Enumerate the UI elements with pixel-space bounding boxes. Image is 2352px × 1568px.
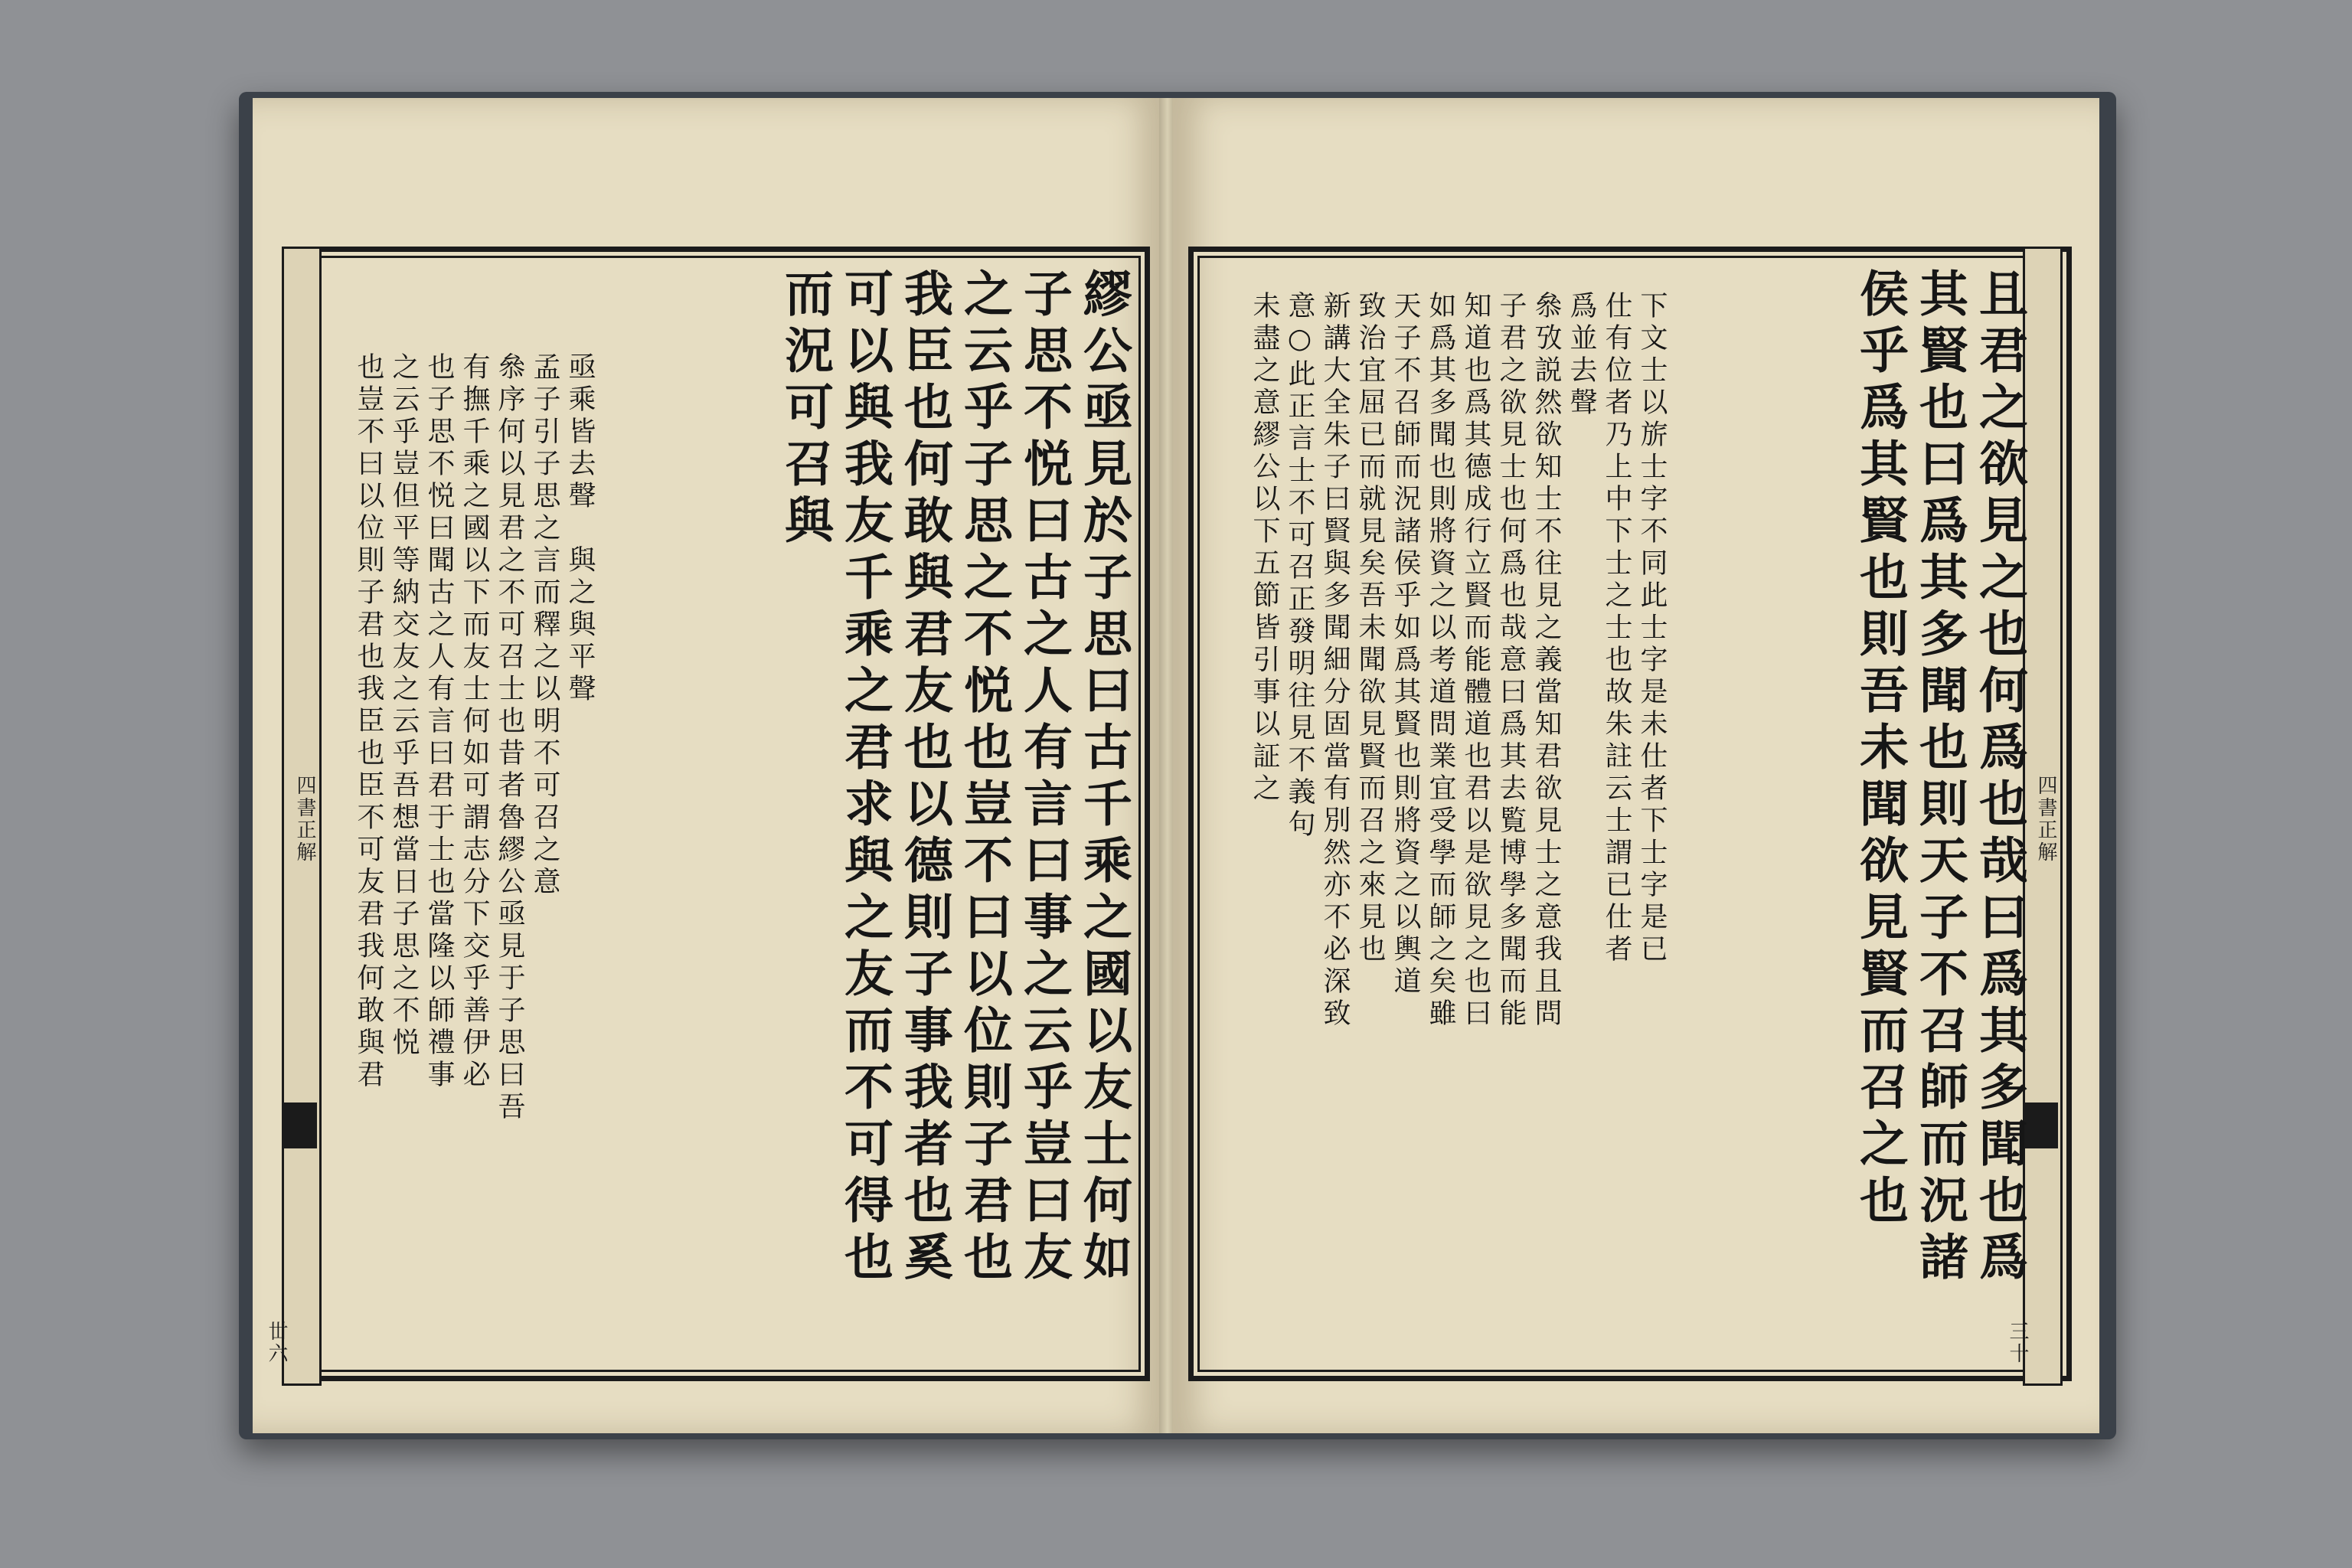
commentary-column: 子君之欲見士也何爲也哉意曰爲其去覧博學多聞而能 <box>1495 291 1527 1031</box>
commentary-column: 也子思不悦曰聞古之人有言曰君于士也當隆以師禮事 <box>423 352 455 1092</box>
right-commentary-text <box>1210 291 1669 1348</box>
commentary-column: 叅序何以見君之不可召士也昔者魯繆公亟見于子思曰吾 <box>494 352 525 1124</box>
commentary-column: 爲並去聲 <box>1566 291 1597 420</box>
main-text-column: 而況可召與 <box>776 268 834 551</box>
commentary-column: 意○此正言士不可召正發明往見不義句 <box>1284 291 1315 841</box>
right-main-text <box>1669 268 2029 1355</box>
commentary-column: 有撫千乘之國以下而友士何如可謂志分下交乎善伊必 <box>459 352 490 1092</box>
commentary-column: 亟乘皆去聲 與之與平聲 <box>564 352 596 706</box>
commentary-column: 仕有位者乃上中下士之士也故朱註云士謂已仕者 <box>1601 291 1632 966</box>
commentary-column: 新講大全朱子曰賢與多聞細分固當有別然亦不必深致 <box>1319 291 1351 1031</box>
main-text-column: 其賢也曰爲其多聞也則天子不召師而況諸 <box>1911 268 1968 1288</box>
commentary-column: 致治宜屈已而就見矣吾未聞欲見賢而召之來見也 <box>1354 291 1386 966</box>
main-text-column: 繆公亟見於子思曰古千乘之國以友士何如 <box>1075 268 1132 1288</box>
main-text-column: 可以與我友千乘之君求與之友而不可得也 <box>836 268 893 1288</box>
left-fish-tail-mark <box>282 1102 317 1148</box>
commentary-column: 之云乎豈但平等納交友之云乎吾想當日子思之不悦 <box>388 352 420 1060</box>
left-main-text <box>597 268 1133 1355</box>
right-margin-mark: 三十 <box>2006 1321 2029 1365</box>
commentary-column: 知道也爲其德成行立賢而能體道也君以是欲見之也曰 <box>1460 291 1491 1031</box>
left-margin-title: 四書正解 <box>293 775 316 864</box>
commentary-column: 孟子引子思之言而釋之以明不可召之意 <box>529 352 560 899</box>
left-margin-mark: 丗六 <box>265 1321 288 1365</box>
main-text-column: 侯乎爲其賢也則吾未聞欲見賢而召之也 <box>1851 268 1909 1231</box>
right-margin-title: 四書正解 <box>2034 775 2057 864</box>
main-text-column: 我臣也何敢與君友也以德則子事我者也奚 <box>896 268 953 1288</box>
main-text-column: 之云乎子思之不悦也豈不曰以位則子君也 <box>956 268 1013 1288</box>
commentary-column: 如爲其多聞也則將資之以考道問業宜受學而師之矣雖 <box>1425 291 1456 1031</box>
commentary-column: 天子不召師而況諸侯乎如爲其賢也則將資之以輿道 <box>1390 291 1421 998</box>
main-text-column: 子思不悦曰古之人有言曰事之云乎豈曰友 <box>1015 268 1073 1288</box>
left-commentary-text <box>322 352 597 1340</box>
commentary-column: 叅攷説然欲知士不往見之義當知君欲見士之意我且問 <box>1530 291 1562 1031</box>
commentary-column: 下文士以旂士字不同此士字是未仕者下士字是已 <box>1636 291 1668 966</box>
commentary-column: 未盡之意繆公以下五節皆引事以証之 <box>1249 291 1280 805</box>
main-text-column: 且君之欲見之也何爲也哉曰爲其多聞也爲 <box>1971 268 2028 1288</box>
left-page-margin <box>265 247 322 1386</box>
commentary-column: 也豈不曰以位則子君也我臣也臣不可友君我何敢與君 <box>353 352 384 1092</box>
